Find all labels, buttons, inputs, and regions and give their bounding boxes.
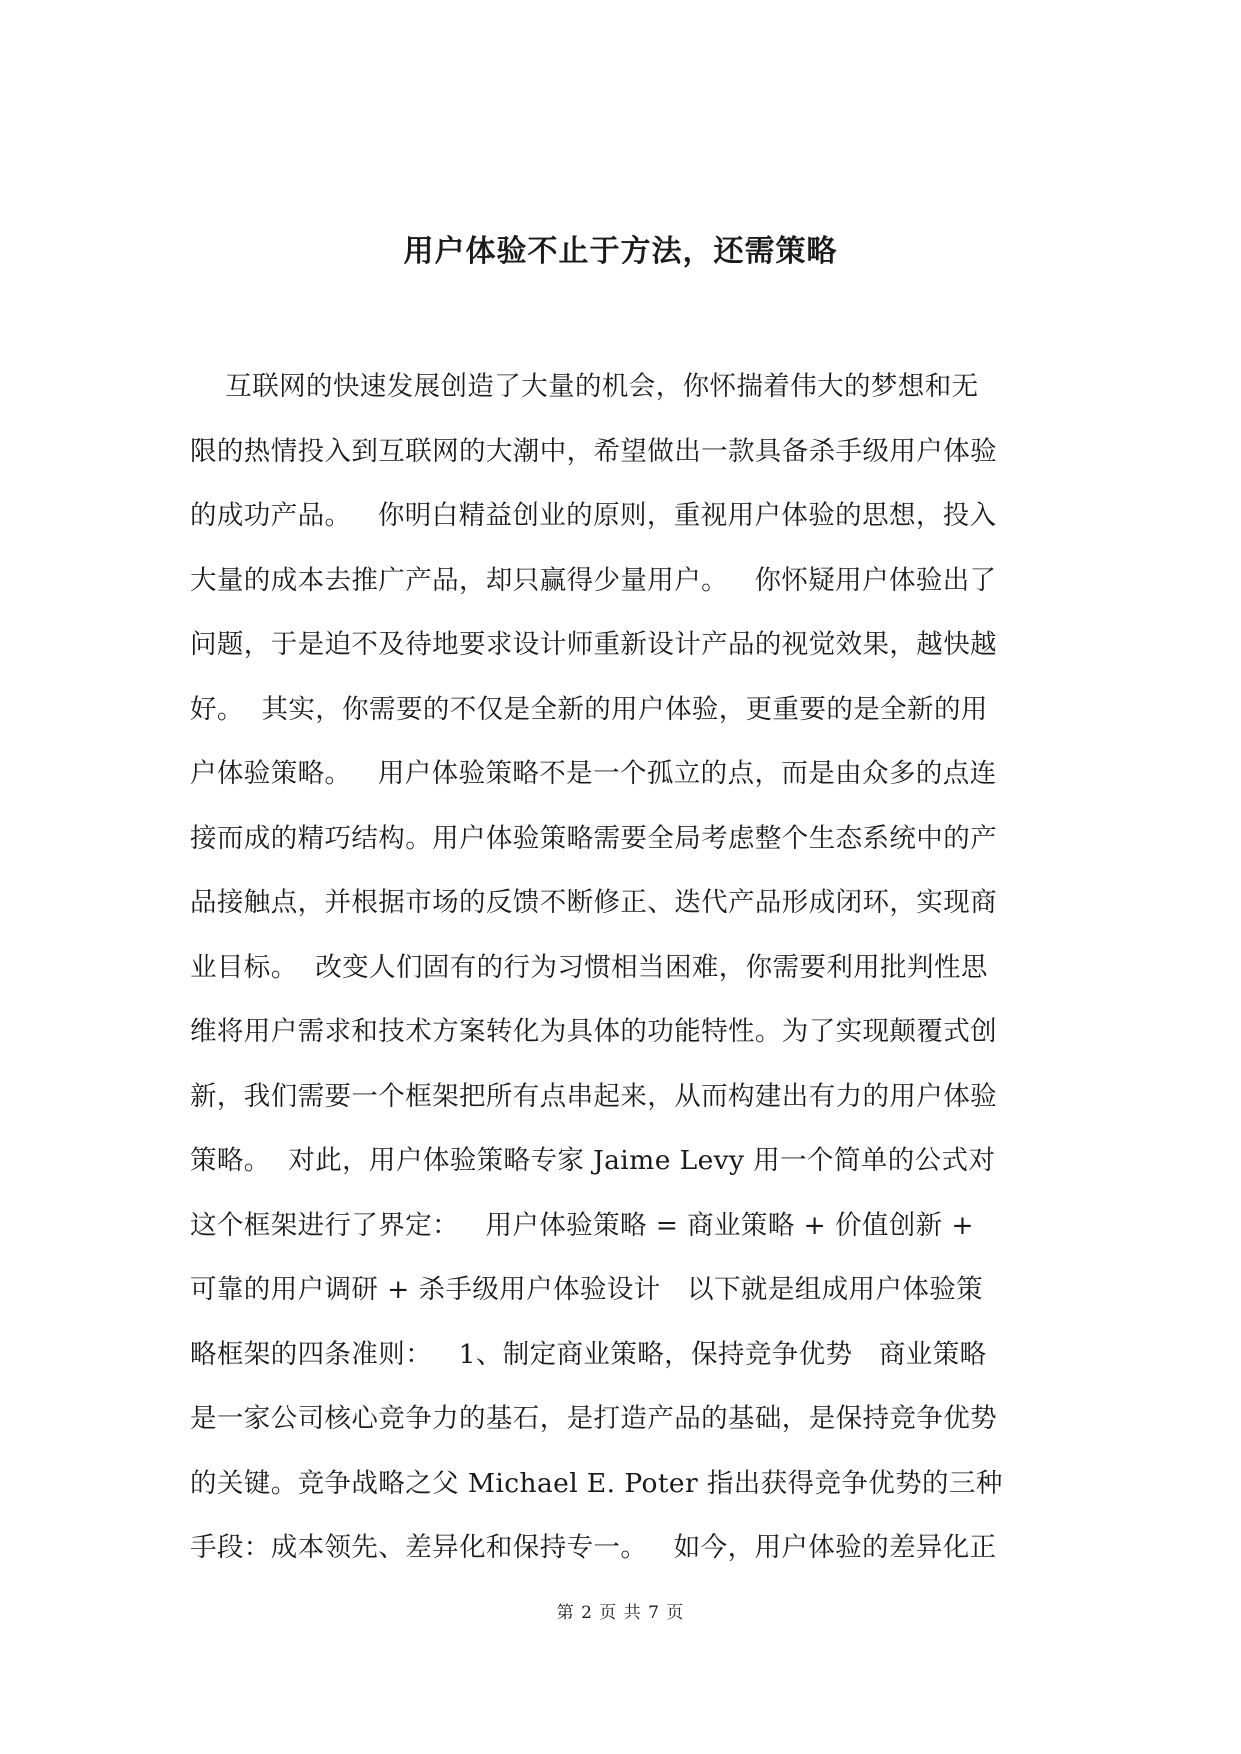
body-line: 的成功产品。 你明白精益创业的原则，重视用户体验的思想，投入	[190, 500, 997, 531]
body-line: 的关键。竞争战略之父 Michael E. Poter 指出获得竞争优势的三种	[190, 1467, 1003, 1499]
body-line: 这个框架进行了界定： 用户体验策略 = 商业策略 + 价值创新 +	[190, 1209, 975, 1241]
body-line: 可靠的用户调研 + 杀手级用户体验设计 以下就是组成用户体验策	[190, 1274, 984, 1305]
body-line: 接而成的精巧结构。用户体验策略需要全局考虑整个生态系统中的产	[190, 822, 997, 854]
body-line: 新，我们需要一个框架把所有点串起来，从而构建出有力的用户体验	[190, 1080, 997, 1112]
page-footer: 第 2 页 共 7 页	[556, 1603, 685, 1623]
body-line: 好。 其实，你需要的不仅是全新的用户体验，更重要的是全新的用	[190, 693, 988, 725]
document-title: 用户体验不止于方法，还需策略	[403, 234, 838, 269]
body-line: 大量的成本去推广产品，却只赢得少量用户。 你怀疑用户体验出了	[190, 564, 997, 596]
body-line: 问题，于是迫不及待地要求设计师重新设计产品的视觉效果，越快越	[190, 629, 997, 660]
body-line: 手段：成本领先、差异化和保持专一。 如今，用户体验的差异化正	[190, 1532, 997, 1563]
body-line: 略框架的四条准则： 1、制定商业策略，保持竞争优势 商业策略	[190, 1338, 987, 1370]
body-line: 品接触点，并根据市场的反馈不断修正、迭代产品形成闭环，实现商	[190, 887, 997, 918]
body-line: 互联网的快速发展创造了大量的机会，你怀揣着伟大的梦想和无	[190, 371, 979, 402]
document-body	[190, 355, 1070, 1581]
body-line: 维将用户需求和技术方案转化为具体的功能特性。为了实现颠覆式创	[190, 1016, 997, 1047]
body-line: 业目标。 改变人们固有的行为习惯相当困难，你需要利用批判性思	[190, 951, 988, 983]
body-line: 策略。 对此，用户体验策略专家 Jaime Levy 用一个简单的公式对	[190, 1145, 996, 1176]
body-line: 限的热情投入到互联网的大潮中，希望做出一款具备杀手级用户体验	[190, 435, 997, 467]
body-line: 是一家公司核心竞争力的基石，是打造产品的基础，是保持竞争优势	[190, 1403, 997, 1434]
body-line: 户体验策略。 用户体验策略不是一个孤立的点，而是由众多的点连	[190, 758, 997, 789]
